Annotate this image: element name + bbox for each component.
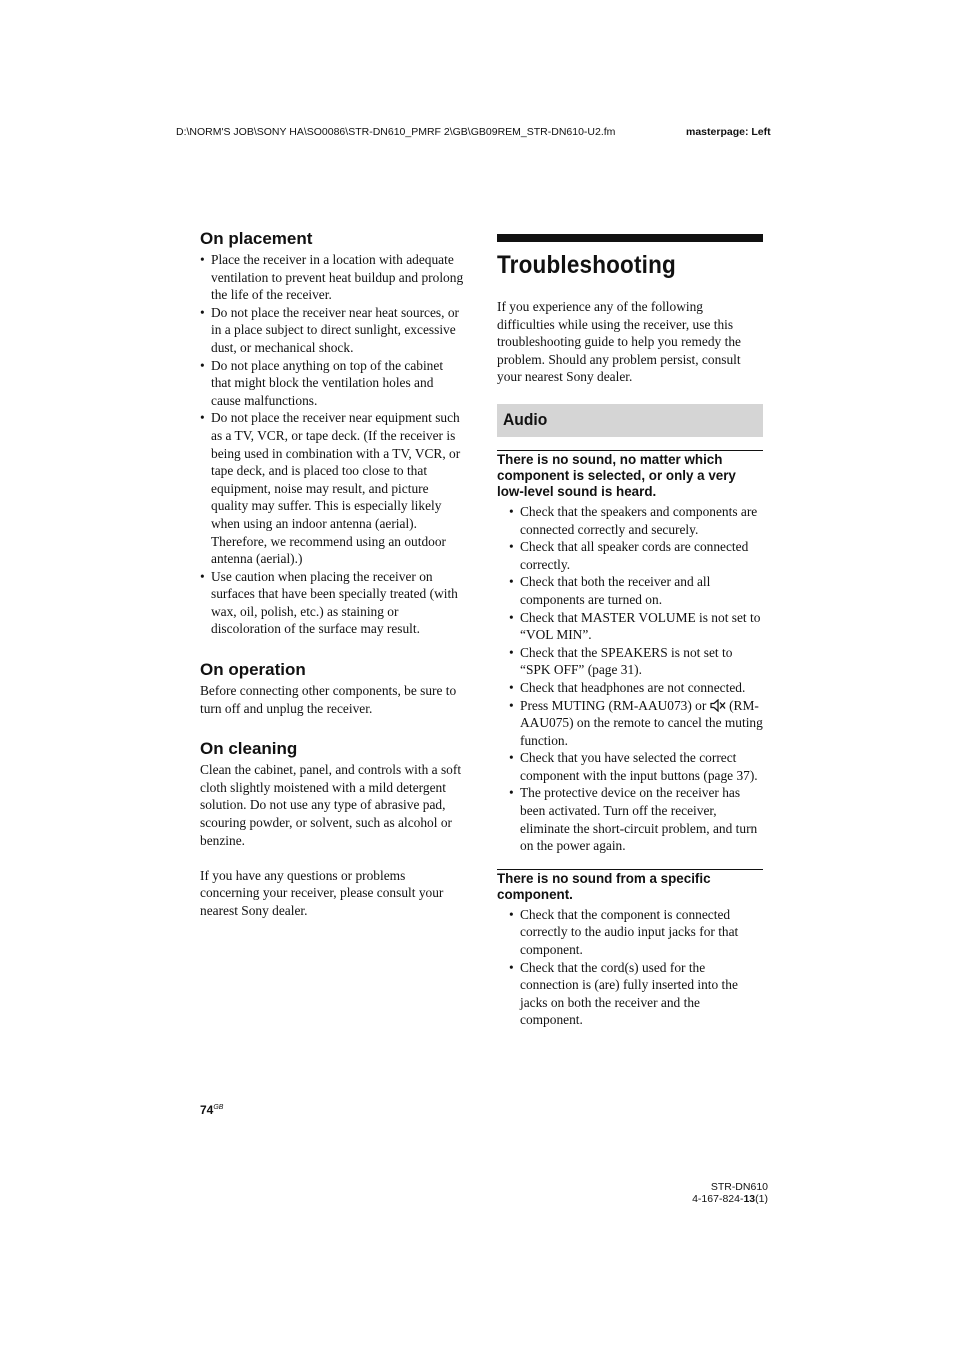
list-item: • Check that the component is connected correctly to the audio input jacks for that component. xyxy=(509,906,763,959)
problem-list xyxy=(509,503,763,855)
list-item: • The protective device on the receiver has been activated. Turn off the receiver, eliminate the short-circuit problem, and turn on the power again. xyxy=(509,784,763,854)
operation-text: Before connecting other components, be sure to turn off and unplug the receiver. xyxy=(200,683,457,716)
problem-heading: There is no sound, no matter which component is selected, or only a very low-level sound is heard. xyxy=(497,451,736,499)
masterpage-label: masterpage: Left xyxy=(686,126,771,138)
list-item: • Check that all speaker cords are connected correctly. xyxy=(509,538,763,573)
left-column xyxy=(200,229,465,920)
muting-text-before: Press MUTING (RM-AAU073) or xyxy=(520,697,707,713)
list-item: • Check that headphones are not connected. xyxy=(509,679,763,697)
placement-heading: On placement xyxy=(200,229,313,248)
model-name: STR-DN610 xyxy=(710,1181,768,1193)
list-item: • Do not place the receiver near heat sources, or in a place subject to direct sunlight, excessive dust, or mechanical shock. xyxy=(200,304,465,357)
model-footer xyxy=(692,1181,768,1205)
muting-icon xyxy=(710,699,726,712)
list-item: • Do not place the receiver near equipment such as a TV, VCR, or tape deck. (If the receiver is being used in combination with a TV, VCR, or tape deck, and is placed too close to that equipment, noise may result, and picture quality may suffer. This is especially likely when using an indoor antenna (aerial). Therefore, we recommend using an outdoor antenna (aerial).) xyxy=(200,409,465,567)
problem-heading: There is no sound from a specific component. xyxy=(497,870,711,902)
list-item: • Use caution when placing the receiver on surfaces that have been specially treated (with wax, oil, polish, etc.) as staining or discoloration of the surface may result. xyxy=(200,568,465,638)
problem-specific-component xyxy=(497,870,763,1029)
list-item: • Check that both the receiver and all components are turned on. xyxy=(509,573,763,608)
list-item: • Check that you have selected the correct component with the input buttons (page 37). xyxy=(509,749,763,784)
audio-heading: Audio xyxy=(503,410,548,430)
title-bar xyxy=(497,234,763,242)
file-path: D:\NORM'S JOB\SONY HA\SO0086\STR-DN610_PMRF 2\GB\GB09REM_STR-DN610-U2.fm xyxy=(176,126,616,138)
muting-text-after: (RM-AAU075) on the remote to cancel the muting function. xyxy=(520,697,763,748)
page-number-suffix: GB xyxy=(213,1104,224,1111)
placement-section xyxy=(200,229,465,638)
list-item: • Check that the SPEAKERS is not set to “SPK OFF” (page 31). xyxy=(509,644,763,679)
list-item: • Place the receiver in a location with adequate ventilation to prevent heat buildup and prolong the life of the receiver. xyxy=(200,251,465,304)
intro-text: If you experience any of the following difficulties while using the receiver, use this troubleshooting guide to help you remedy the problem. Should any problem persist, consult your nearest Sony dealer. xyxy=(497,299,741,385)
page-number: $74^{GB}$ xyxy=(200,1103,224,1117)
list-item: • Check that MASTER VOLUME is not set to “VOL MIN”. xyxy=(509,609,763,644)
cleaning-text: Clean the cabinet, panel, and controls with a soft cloth slightly moistened with a mild detergent solution. Do not use any type of abrasive pad, scouring powder, or solvent, such as alcohol or benzine. xyxy=(200,762,462,848)
audio-section-band xyxy=(497,404,763,437)
operation-heading: On operation xyxy=(200,660,306,680)
list-item: • Do not place anything on top of the cabinet that might block the ventilation holes and cause malfunctions. xyxy=(200,357,465,410)
operation-section xyxy=(200,660,465,717)
problem-list xyxy=(509,906,763,1029)
dealer-text: If you have any questions or problems concerning your receiver, please consult your nearest Sony dealer. xyxy=(200,867,444,918)
list-item: • Check that the speakers and components are connected correctly and securely. xyxy=(509,503,763,538)
page-title: Troubleshooting xyxy=(497,251,676,279)
cleaning-section xyxy=(200,739,465,919)
list-item xyxy=(509,697,763,750)
placement-list xyxy=(200,251,465,638)
list-item: • Check that the cord(s) used for the connection is (are) fully inserted into the jacks on both the receiver and the component. xyxy=(509,959,763,1029)
part-code: 4-167-824-13(1) xyxy=(692,1193,768,1205)
cleaning-heading: On cleaning xyxy=(200,739,298,759)
problem-no-sound xyxy=(497,451,763,855)
right-column xyxy=(497,234,763,1029)
